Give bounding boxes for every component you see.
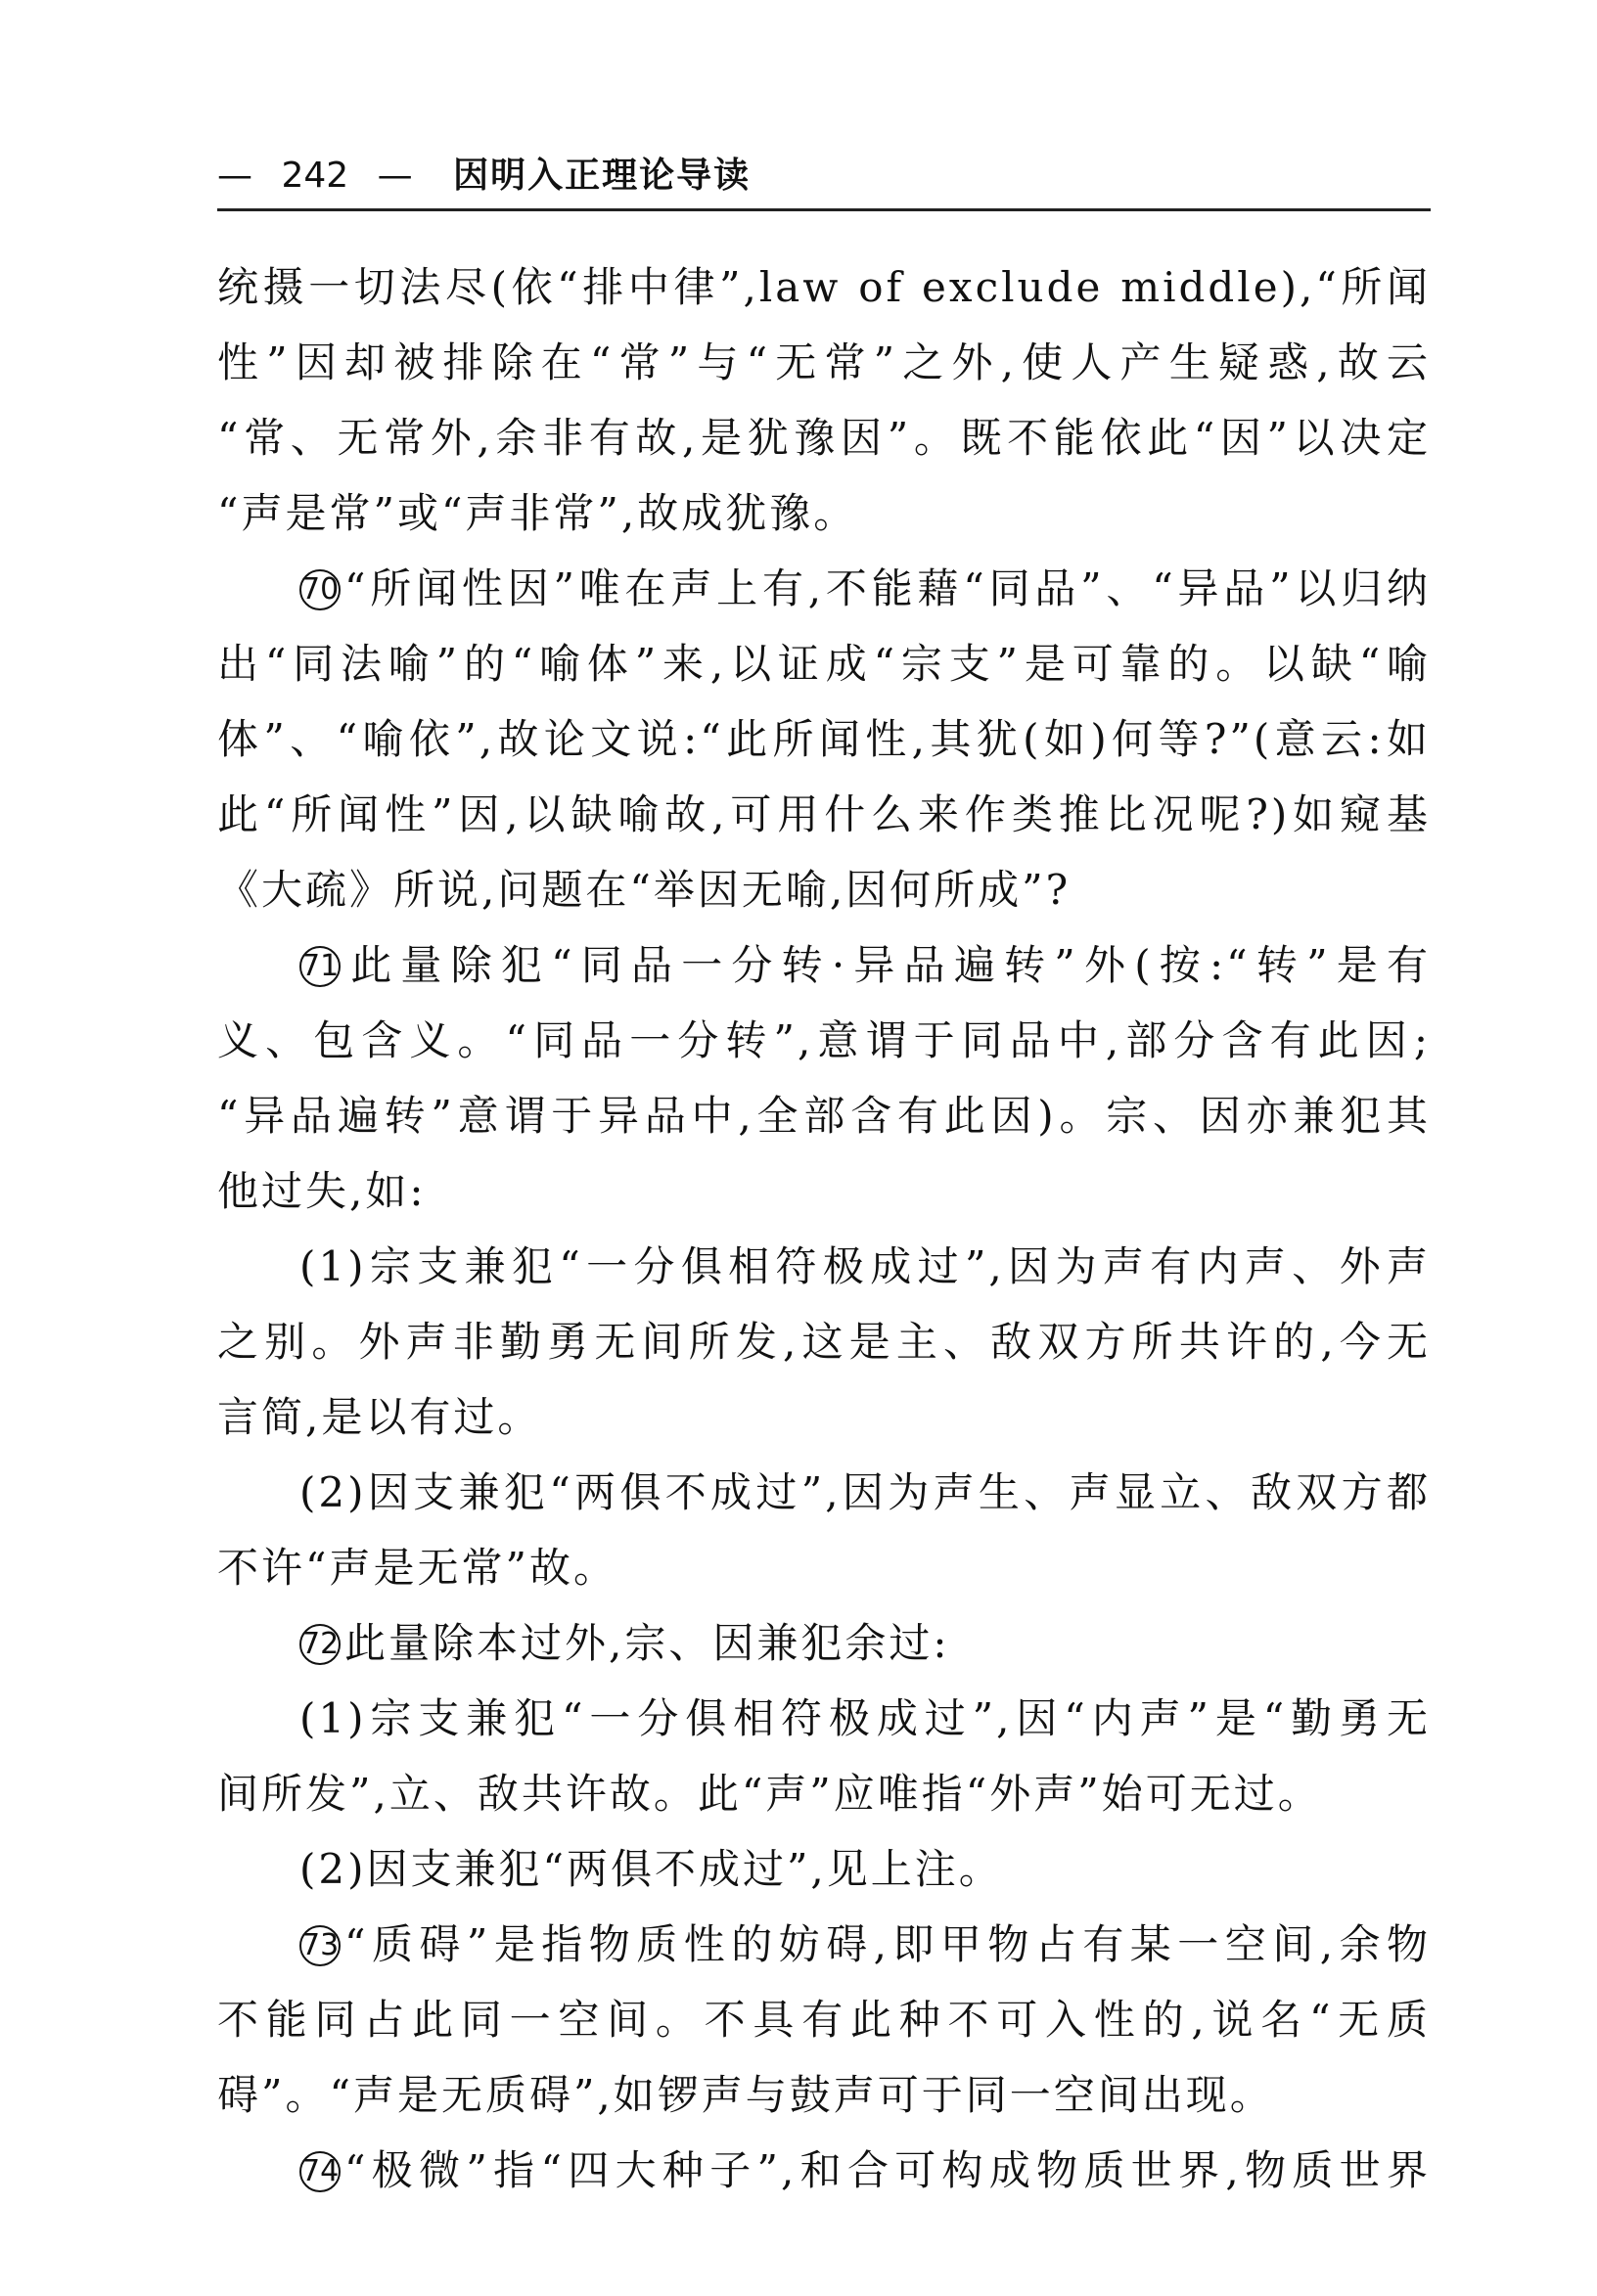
- text-line-5: “所闻性因”唯在声上有,不能藉“同品”、“异品”以归纳: [344, 564, 1431, 612]
- text-line-4: “声是常”或“声非常”,故成犹豫。: [217, 489, 858, 537]
- text-line-24: 不能同占此同一空间。不具有此种不可入性的,说名“无质: [217, 1996, 1431, 2044]
- note-72-first-line: [217, 1605, 1431, 1681]
- header-dash-right: —: [377, 156, 413, 196]
- book-title: 因明入正理论导读: [453, 156, 752, 196]
- note-marker-71: 71: [299, 946, 341, 987]
- text-line-6: 出“同法喻”的“喻体”来,以证成“宗支”是可靠的。以缺“喻: [217, 640, 1431, 688]
- running-header: [217, 147, 1431, 205]
- text-line-25: 碍”。“声是无质碍”,如锣声与鼓声可于同一空间出现。: [217, 2071, 1274, 2119]
- note-73-first-line: [217, 1907, 1431, 1982]
- text-line-12: “异品遍转”意谓于异品中,全部含有此因)。宗、因亦兼犯其: [217, 1092, 1431, 1140]
- note-marker-70: 70: [299, 569, 341, 610]
- text-line-18: 不许“声是无常”故。: [217, 1544, 617, 1592]
- note-70-first-line: [217, 551, 1431, 626]
- text-line-9: 《大疏》所说,问题在“举因无喻,因何所成”?: [217, 866, 1072, 914]
- header-dash-left: —: [217, 156, 252, 196]
- text-line-19: 此量除本过外,宗、因兼犯余过:: [344, 1619, 950, 1667]
- page-number: 242: [281, 156, 349, 196]
- note-marker-74: 74: [299, 2151, 341, 2192]
- text-line-11: 义、包含义。“同品一分转”,意谓于同品中,部分含有此因;: [217, 1016, 1431, 1064]
- text-line-17: (2)因支兼犯“两俱不成过”,因为声生、声显立、敌双方都: [299, 1468, 1431, 1516]
- text-line-7: 体”、“喻依”,故论文说:“此所闻性,其犹(如)何等?”(意云:如: [217, 715, 1431, 763]
- note-71-first-line: [217, 927, 1431, 1003]
- note-74-first-line: [217, 2133, 1431, 2208]
- text-line-15: 之别。外声非勤勇无间所发,这是主、敌双方所共许的,今无: [217, 1318, 1431, 1366]
- text-line-21: 间所发”,立、敌共许故。此“声”应唯指“外声”始可无过。: [217, 1770, 1322, 1818]
- note-marker-72: 72: [299, 1624, 341, 1665]
- text-line-26: “极微”指“四大种子”,和合可构成物质世界,物质世界: [344, 2146, 1431, 2194]
- header-rule: [217, 208, 1431, 211]
- text-line-22: (2)因支兼犯“两俱不成过”,见上注。: [299, 1845, 1003, 1893]
- text-line-2: 性”因却被排除在“常”与“无常”之外,使人产生疑惑,故云: [217, 338, 1431, 386]
- text-line-13: 他过失,如:: [217, 1167, 427, 1215]
- text-line-8: 此“所闻性”因,以缺喻故,可用什么来作类推比况呢?)如窥基: [217, 790, 1431, 838]
- text-line-23: “质碍”是指物质性的妨碍,即甲物占有某一空间,余物: [344, 1920, 1431, 1968]
- note-marker-73: 73: [299, 1925, 341, 1966]
- text-line-10: 此量除犯“同品一分转·异品遍转”外(按:“转”是有: [344, 941, 1431, 989]
- text-line-16: 言简,是以有过。: [217, 1393, 542, 1441]
- text-line-14: (1)宗支兼犯“一分俱相符极成过”,因为声有内声、外声: [299, 1242, 1431, 1290]
- text-line-3: “常、无常外,余非有故,是犹豫因”。既不能依此“因”以决定: [217, 414, 1431, 462]
- text-line-1: 统摄一切法尽(依“排中律”,law of exclude middle),“所闻: [217, 263, 1431, 311]
- page-body: [217, 249, 1431, 2208]
- text-line-20: (1)宗支兼犯“一分俱相符极成过”,因“内声”是“勤勇无: [299, 1694, 1431, 1742]
